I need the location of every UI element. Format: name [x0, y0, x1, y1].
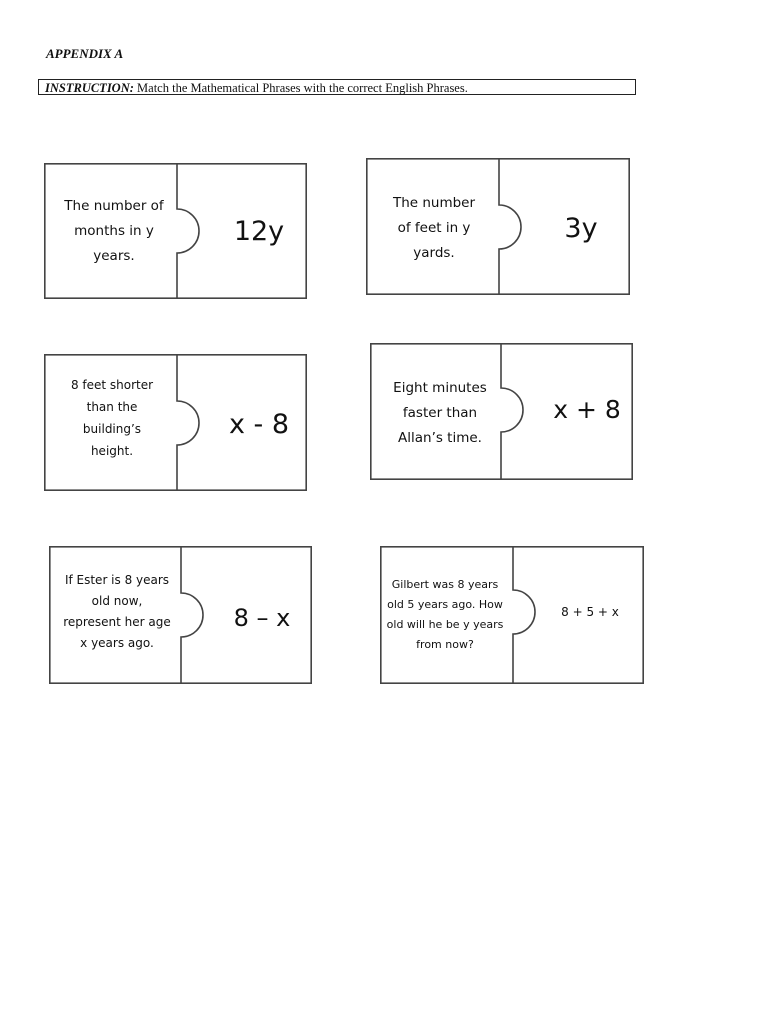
appendix-title: APPENDIX A	[46, 46, 124, 61]
math-phrase: x - 8	[228, 408, 290, 440]
english-phrase: The number of months in y years.	[64, 197, 164, 264]
instruction-label: INSTRUCTION:	[45, 81, 134, 95]
instruction-text: Match the Mathematical Phrases with the correct English Phrases.	[137, 81, 468, 95]
english-phrase: If Ester is 8 years old now, represent her age x years ago.	[63, 573, 171, 650]
english-phrase: Gilbert was 8 years old 5 years ago. How old will he be y years from now?	[386, 578, 504, 651]
math-phrase: x + 8	[553, 394, 621, 424]
instruction-box	[38, 79, 636, 95]
english-phrase: Eight minutes faster than Allan’s time.	[393, 379, 487, 446]
english-phrase: The number of feet in y yards.	[392, 194, 476, 261]
puzzle-card-4	[370, 343, 633, 480]
math-phrase: 12y	[233, 215, 285, 247]
math-phrase: 8 + 5 + x	[561, 605, 619, 619]
puzzle-card-5	[49, 546, 312, 684]
puzzle-card-6	[380, 546, 644, 684]
math-phrase: 3y	[564, 212, 598, 244]
math-phrase: 8 – x	[233, 604, 291, 632]
english-phrase: 8 feet shorter than the building’s height.	[70, 378, 154, 458]
puzzle-card-2	[366, 158, 630, 295]
puzzle-card-3	[44, 354, 307, 491]
puzzle-card-1	[44, 163, 307, 299]
